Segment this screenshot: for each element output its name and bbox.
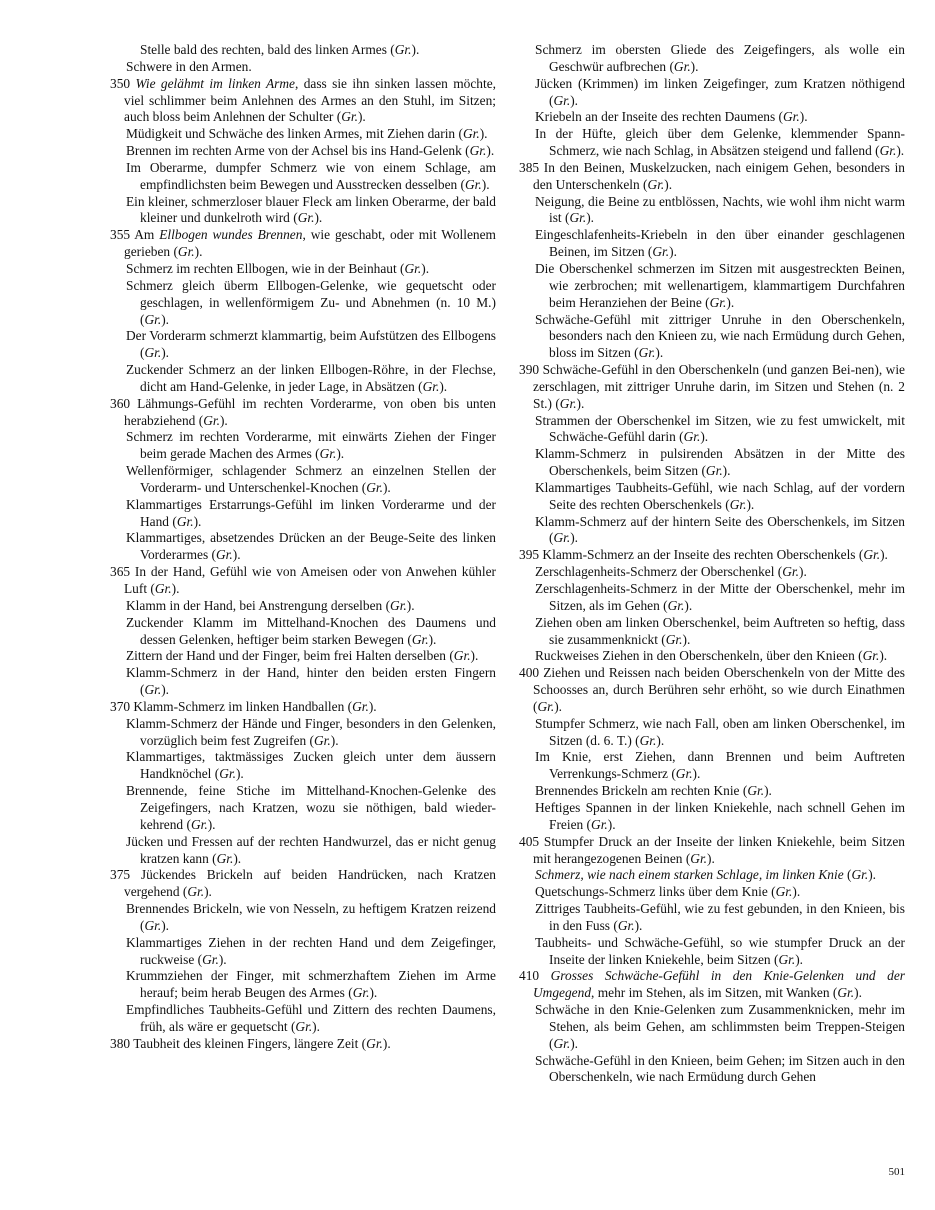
symptom-entry: Eingeschlafenheits-Kriebeln in den über einander geschlagenen Beinen, im Sitzen (Gr.). <box>535 227 905 260</box>
symptom-entry: Ein kleiner, schmerzloser blauer Fleck am linken Oberarme, der bald kleiner und dunkelroth wird (Gr.). <box>126 193 496 226</box>
symptom-entry: 375 Jückendes Brickeln auf beiden Handrücken, nach Kratzen vergehend (Gr.). <box>110 867 496 900</box>
page-number: 501 <box>888 1166 905 1178</box>
right-column <box>519 42 905 1086</box>
symptom-entry: Zittern der Hand und der Finger, beim frei Halten derselben (Gr.). <box>126 648 479 664</box>
symptom-entry: Stelle bald des rechten, bald des linken Armes (Gr.). <box>140 42 420 57</box>
symptom-entry: 350 Wie gelähmt im linken Arme, dass sie ihn sinken lassen möchte, viel schlimmer beim Anlehnen des Armes an den Stuhl, im Sitzen; auch bloss beim Anlehnen der Schulter (Gr.). <box>110 75 497 125</box>
left-column <box>110 42 496 1053</box>
symptom-entry: Schmerz im rechten Ellbogen, wie in der Beinhaut (Gr.). <box>126 260 430 276</box>
symptom-entry: Klammartiges, taktmässiges Zucken gleich unter dem äussern Handknöchel (Gr.). <box>126 749 496 782</box>
symptom-entry: Schmerz, wie nach einem starken Schlage, im linken Knie (Gr.). <box>535 867 877 883</box>
symptom-entry: 355 Am Ellbogen wundes Brennen, wie geschabt, oder mit Wollenem gerieben (Gr.). <box>110 227 496 260</box>
symptom-entry: In der Hüfte, gleich über dem Gelenke, klemmender Spann-Schmerz, wie nach Schlag, in Absätzen steigend und fallend (Gr.). <box>535 126 905 159</box>
symptom-entry: Zittriges Taubheits-Gefühl, wie zu fest gebunden, in den Knieen, bis in den Fuss (Gr.). <box>535 901 905 933</box>
symptom-entry: Brennendes Brickeln, wie von Nesseln, zu heftigem Kratzen reizend (Gr.). <box>126 901 496 933</box>
symptom-entry: Klamm-Schmerz in der Hand, hinter den beiden ersten Fingern (Gr.). <box>126 665 496 698</box>
symptom-entry: Zuckender Schmerz an der linken Ellbogen-Röhre, in der Flechse, dicht am Hand-Gelenke, in jeder Lage, in Absätzen (Gr.). <box>126 362 496 394</box>
symptom-entry: Im Oberarme, dumpfer Schmerz wie von einem Schlage, am empfindlichsten beim Bewegen und Ausstrecken desselben (Gr.). <box>126 159 496 192</box>
symptom-entry: 385 In den Beinen, Muskelzucken, nach einigem Gehen, besonders in den Unterschenkeln (Gr.). <box>519 159 905 192</box>
symptom-entry: Empfindliches Taubheits-Gefühl und Zittern des rechten Daumens, früh, als wäre er gequetscht (Gr.). <box>126 1002 496 1034</box>
symptom-entry: Im Knie, erst Ziehen, dann Brennen und beim Auftreten Verrenkungs-Schmerz (Gr.). <box>535 749 905 782</box>
symptom-entry: Brennende, feine Stiche im Mittelhand-Knochen-Gelenke des Zeigefingers, nach Kratzen, wozu sie nöthigen, bald wieder-kehrend (Gr.). <box>126 783 496 832</box>
symptom-entry: Heftiges Spannen in der linken Kniekehle, nach schnell Gehen im Freien (Gr.). <box>535 799 905 832</box>
symptom-entry: Klammartiges Ziehen in der rechten Hand und dem Zeigefinger, ruckweise (Gr.). <box>126 934 496 967</box>
symptom-entry: Neigung, die Beine zu entblössen, Nachts, wie wohl ihm nicht warm ist (Gr.). <box>535 193 905 226</box>
symptom-entry: Schwäche-Gefühl in den Knieen, beim Gehen; im Sitzen auch in den Oberschenkeln, wie nach Ermüdung durch Gehen <box>535 1052 905 1085</box>
symptom-entry: Klamm-Schmerz der Hände und Finger, besonders in den Gelenken, vorzüglich beim fest Zugreifen (Gr.). <box>126 715 496 748</box>
symptom-entry: 380 Taubheit des kleinen Fingers, längere Zeit (Gr.). <box>110 1035 391 1051</box>
symptom-entry: 365 In der Hand, Gefühl wie von Ameisen oder von Anwehen kühler Luft (Gr.). <box>110 564 496 596</box>
symptom-entry: 390 Schwäche-Gefühl in den Oberschenkeln (und ganzen Bei-nen), wie zerschlagen, mit zittriger Unruhe darin, im Sitzen und Stehen (n. 2 St.) (Gr.). <box>519 362 905 411</box>
symptom-entry: Schwäche-Gefühl mit zittriger Unruhe in den Oberschenkeln, besonders nach den Knieen zu, wie nach Ermüdung durch Gehen, bloss im Sitzen (Gr.). <box>535 311 905 361</box>
symptom-entry: Klamm in der Hand, bei Anstrengung derselben (Gr.). <box>126 597 415 613</box>
symptom-entry: Zuckender Klamm im Mittelhand-Knochen des Daumens und dessen Gelenken, heftiger beim starken Bewegen (Gr.). <box>126 614 496 647</box>
symptom-entry: Klammartiges Taubheits-Gefühl, wie nach Schlag, auf der vordern Seite des rechten Oberschenkels (Gr.). <box>535 479 905 512</box>
symptom-entry: 360 Lähmungs-Gefühl im rechten Vorderarme, von oben bis unten herabziehend (Gr.). <box>110 395 496 428</box>
symptom-entry: Brennendes Brickeln am rechten Knie (Gr.). <box>535 783 772 799</box>
symptom-entry: Schwere in den Armen. <box>126 58 252 74</box>
symptom-entry: Quetschungs-Schmerz links über dem Knie (Gr.). <box>535 884 801 900</box>
symptom-entry: Zerschlagenheits-Schmerz in der Mitte der Oberschenkel, mehr im Sitzen, als im Gehen (Gr.). <box>535 581 905 613</box>
symptom-entry: Jücken und Fressen auf der rechten Handwurzel, das er nicht genug kratzen kann (Gr.). <box>126 833 496 866</box>
symptom-entry: Zerschlagenheits-Schmerz der Oberschenkel (Gr.). <box>535 564 807 580</box>
symptom-entry: Schwäche in den Knie-Gelenken zum Zusammenknicken, mehr im Stehen, als beim Gehen, am schlimmsten beim Treppen-Steigen (Gr.). <box>535 1002 905 1051</box>
symptom-entry: Ruckweises Ziehen in den Oberschenkeln, über den Knieen (Gr.). <box>535 648 888 664</box>
symptom-entry: Wellenförmiger, schlagender Schmerz an einzelnen Stellen der Vorderarm- und Unterschenkel-Knochen (Gr.). <box>126 463 496 495</box>
symptom-entry: Ziehen oben am linken Oberschenkel, beim Auftreten so heftig, dass sie zusammenknickt (Gr.). <box>535 614 905 647</box>
symptom-entry: Strammen der Oberschenkel im Sitzen, wie zu fest umwickelt, mit Schwäche-Gefühl darin (Gr.). <box>535 412 905 445</box>
symptom-entry: 405 Stumpfer Druck an der Inseite der linken Kniekehle, beim Sitzen mit herangezogenen Beinen (Gr.). <box>519 833 905 866</box>
symptom-entry: Der Vorderarm schmerzt klammartig, beim Aufstützen des Ellbogens (Gr.). <box>126 328 496 361</box>
symptom-entry: Klamm-Schmerz auf der hintern Seite des Oberschenkels, im Sitzen (Gr.). <box>535 513 905 546</box>
symptom-entry: 400 Ziehen und Reissen nach beiden Oberschenkeln von der Mitte des Schoosses an, durch Berühren sehr erhöht, so wie durch Einathmen (Gr.). <box>519 665 905 714</box>
symptom-entry: Stumpfer Schmerz, wie nach Fall, oben am linken Oberschenkel, im Sitzen (d. 6. T.) (Gr.). <box>535 715 905 748</box>
symptom-entry: 395 Klamm-Schmerz an der Inseite des rechten Oberschenkels (Gr.). <box>519 547 888 563</box>
symptom-entry: Klamm-Schmerz in pulsirenden Absätzen in der Mitte des Oberschenkels, beim Sitzen (Gr.). <box>535 446 905 479</box>
symptom-entry: Kriebeln an der Inseite des rechten Daumens (Gr.). <box>535 109 808 125</box>
symptom-entry: Klammartiges, absetzendes Drücken an der Beuge-Seite des linken Vorderarmes (Gr.). <box>126 530 496 563</box>
symptom-entry: Jücken (Krimmen) im linken Zeigefinger, zum Kratzen nöthigend (Gr.). <box>535 75 905 108</box>
symptom-entry: Müdigkeit und Schwäche des linken Armes, mit Ziehen darin (Gr.). <box>126 126 488 142</box>
symptom-entry: Taubheits- und Schwäche-Gefühl, so wie stumpfer Druck an der Inseite der linken Kniekehle, beim Sitzen (Gr.). <box>535 934 905 967</box>
symptom-entry: Die Oberschenkel schmerzen im Sitzen mit ausgestreckten Beinen, wie zerbrochen; mit wellenartigem, klammartigem Durchfahren beim Heranziehen der Beine (Gr.). <box>535 260 905 310</box>
symptom-entry: Krummziehen der Finger, mit schmerzhaftem Ziehen im Arme herauf; beim herab Beugen des Armes (Gr.). <box>126 968 496 1001</box>
symptom-entry: Brennen im rechten Arme von der Achsel bis ins Hand-Gelenk (Gr.). <box>126 143 495 159</box>
symptom-entry: 370 Klamm-Schmerz im linken Handballen (Gr.). <box>110 698 377 714</box>
symptom-entry: 410 Grosses Schwäche-Gefühl in den Knie-Gelenken und der Umgegend, mehr im Stehen, als im Sitzen, mit Wanken (Gr.). <box>519 968 905 1001</box>
symptom-entry: Schmerz im obersten Gliede des Zeigefingers, als wolle ein Geschwür aufbrechen (Gr.). <box>535 42 905 74</box>
symptom-entry: Schmerz im rechten Vorderarme, mit einwärts Ziehen der Finger beim gerade Machen des Armes (Gr.). <box>126 429 496 462</box>
symptom-entry: Schmerz gleich überm Ellbogen-Gelenke, wie gequetscht oder geschlagen, in wellenförmigem Zu- und Abnehmen (n. 10 M.) (Gr.). <box>126 277 496 327</box>
symptom-entry: Klammartiges Erstarrungs-Gefühl im linken Vorderarme und der Hand (Gr.). <box>126 496 496 529</box>
